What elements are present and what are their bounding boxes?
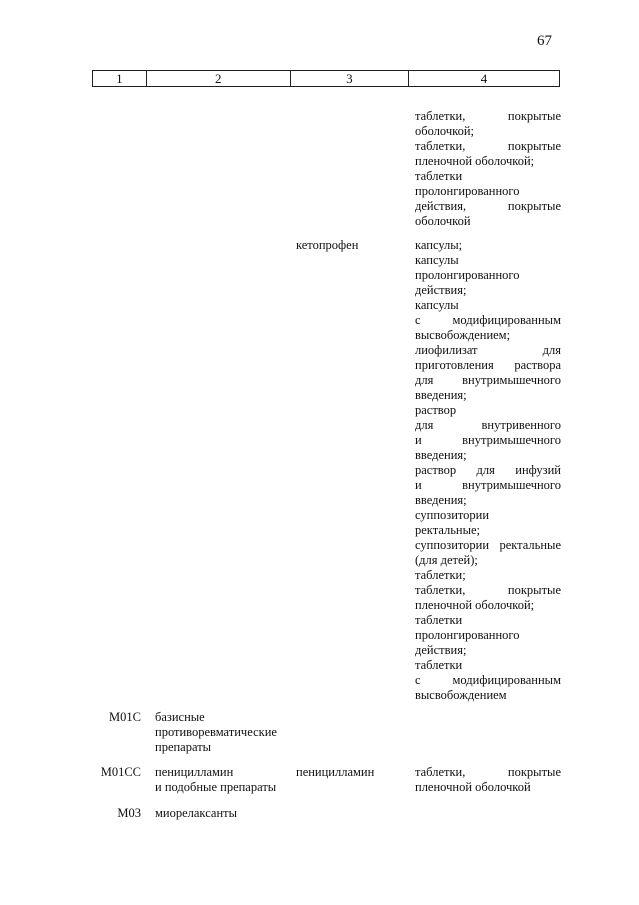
word: введения;: [415, 388, 467, 402]
text-line: [415, 388, 561, 403]
word: покрытые: [507, 583, 561, 597]
word: введения;: [415, 448, 467, 462]
word: для: [415, 418, 434, 432]
text-line: [415, 765, 561, 780]
text-line: [415, 373, 561, 388]
page-number: 67: [537, 33, 552, 49]
drug-name-ketoprofen: кетопрофен: [296, 238, 359, 252]
group-name-m01c: [155, 710, 290, 755]
text-line: [415, 403, 561, 418]
text-line: препараты: [155, 740, 212, 754]
word: таблетки,: [415, 139, 466, 153]
word: пленочной оболочкой: [415, 780, 531, 794]
word: приготовления: [415, 358, 494, 372]
word: пленочной оболочкой;: [415, 154, 535, 168]
word: лиофилизат: [415, 343, 478, 357]
table-header: [92, 70, 560, 87]
atc-code-m01c: M01C: [109, 710, 141, 724]
text-line: [415, 124, 561, 139]
header-col-4: 4: [408, 71, 560, 86]
word: внутримышечного: [462, 373, 561, 387]
text-line: [415, 508, 561, 523]
word: покрытые: [507, 109, 561, 123]
word: внутримышечного: [462, 433, 561, 447]
text-line: [415, 613, 561, 628]
text-line: [415, 433, 561, 448]
word: пролонгированного: [415, 268, 520, 282]
word: пролонгированного: [415, 184, 520, 198]
text-line: [415, 268, 561, 283]
text-line: [415, 343, 561, 358]
word: с: [415, 313, 421, 327]
atc-code-m03: M03: [117, 806, 141, 820]
header-col-2: 2: [146, 71, 290, 86]
word: инфузий: [515, 463, 561, 477]
dosage-forms-continued: [415, 109, 561, 229]
word: раствор: [415, 403, 457, 417]
header-col-1: 1: [92, 71, 146, 86]
word: покрытые: [507, 765, 561, 779]
word: капсулы: [415, 253, 459, 267]
text-line: [415, 214, 561, 229]
text-line: [415, 169, 561, 184]
word: оболочкой;: [415, 124, 474, 138]
header-col-3: 3: [290, 71, 408, 86]
text-line: [415, 283, 561, 298]
word: покрытые: [507, 139, 561, 153]
text-line: [415, 328, 561, 343]
word: и: [415, 433, 422, 447]
text-line: [415, 598, 561, 613]
word: таблетки: [415, 658, 463, 672]
text-line: [415, 184, 561, 199]
dosage-forms-ketoprofen: [415, 238, 561, 703]
word: таблетки: [415, 613, 463, 627]
word: высвобождением;: [415, 328, 511, 342]
word: и: [415, 478, 422, 492]
word: таблетки,: [415, 109, 466, 123]
text-line: [415, 493, 561, 508]
word: таблетки,: [415, 765, 466, 779]
text-line: [415, 238, 561, 253]
text-line: [415, 298, 561, 313]
text-line: [415, 583, 561, 598]
word: таблетки,: [415, 583, 466, 597]
word: для: [476, 463, 495, 477]
word: с: [415, 673, 421, 687]
group-name-m01cc: [155, 765, 290, 795]
text-line: [415, 780, 561, 795]
text-line: противоревматические: [155, 725, 277, 739]
text-line: [415, 673, 561, 688]
word: оболочкой: [415, 214, 471, 228]
word: внутримышечного: [462, 478, 561, 492]
text-line: [415, 478, 561, 493]
text-line: [415, 553, 561, 568]
atc-code-m01cc: M01CC: [100, 765, 141, 779]
text-line: миорелаксанты: [155, 806, 237, 820]
text-line: [415, 253, 561, 268]
text-line: [415, 199, 561, 214]
word: раствора: [514, 358, 561, 372]
word: действия;: [415, 283, 467, 297]
word: суппозитории: [415, 538, 490, 552]
word: покрытые: [507, 199, 561, 213]
text-line: [415, 523, 561, 538]
word: модифицированным: [452, 313, 561, 327]
word: пролонгированного: [415, 628, 520, 642]
drug-name-penicillamine: пеницилламин: [296, 765, 375, 779]
text-line: [415, 643, 561, 658]
word: действия,: [415, 199, 467, 213]
text-line: [415, 688, 561, 703]
text-line: [415, 448, 561, 463]
text-line: [415, 154, 561, 169]
text-line: [415, 109, 561, 124]
text-line: [415, 418, 561, 433]
text-line: [415, 463, 561, 478]
text-line: [415, 658, 561, 673]
word: пленочной оболочкой;: [415, 598, 535, 612]
text-line: и подобные препараты: [155, 780, 277, 794]
text-line: [415, 358, 561, 373]
dosage-forms-penicillamine: [415, 765, 561, 795]
word: таблетки;: [415, 568, 466, 582]
word: модифицированным: [452, 673, 561, 687]
word: суппозитории: [415, 508, 490, 522]
text-line: [415, 568, 561, 583]
text-line: пеницилламин: [155, 765, 234, 779]
word: для: [415, 373, 434, 387]
text-line: [415, 628, 561, 643]
text-line: [415, 538, 561, 553]
word: капсулы;: [415, 238, 463, 252]
text-line: [415, 313, 561, 328]
word: для: [542, 343, 561, 357]
word: введения;: [415, 493, 467, 507]
word: ректальные;: [415, 523, 481, 537]
word: высвобождением: [415, 688, 507, 702]
word: (для детей);: [415, 553, 478, 567]
word: действия;: [415, 643, 467, 657]
word: внутривенного: [481, 418, 561, 432]
text-line: базисные: [155, 710, 205, 724]
text-line: [415, 139, 561, 154]
word: капсулы: [415, 298, 459, 312]
word: таблетки: [415, 169, 463, 183]
word: ректальные: [499, 538, 561, 552]
word: раствор: [415, 463, 457, 477]
group-name-m03: [155, 806, 290, 821]
